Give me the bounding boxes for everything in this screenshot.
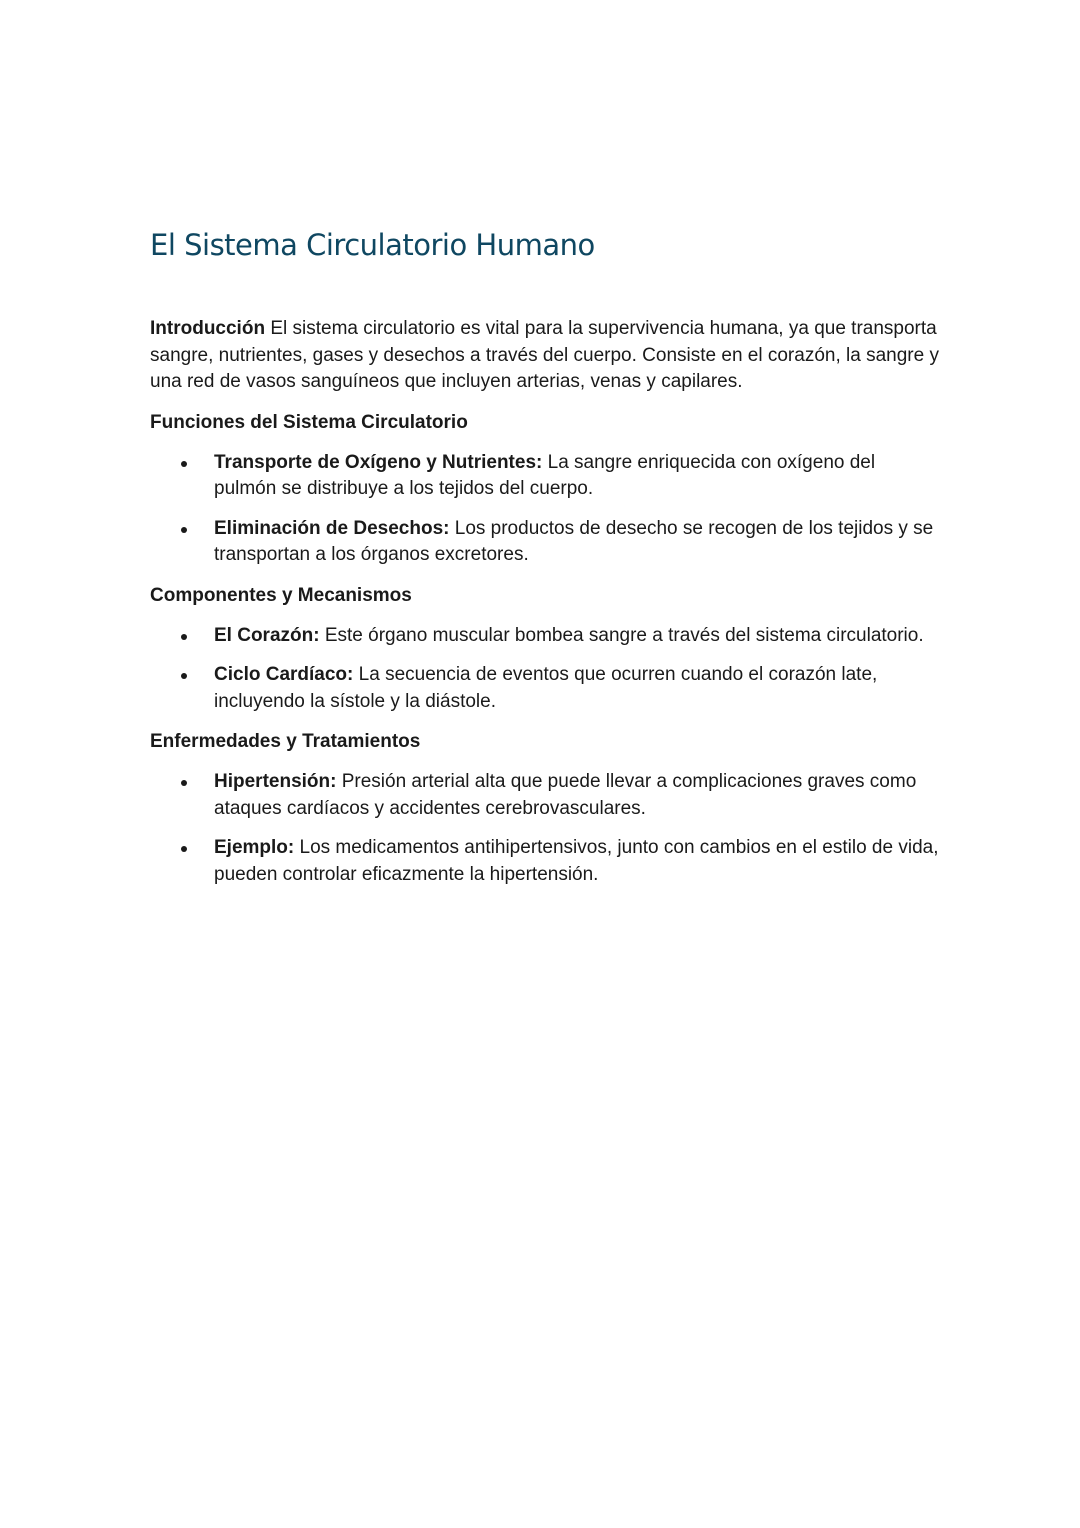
list-item-text: La secuencia de eventos que ocurren cuando el corazón late, incluyendo la sístole y la diástole. (214, 664, 878, 712)
document-title: El Sistema Circulatorio Humano (150, 228, 595, 262)
list-item (150, 835, 940, 888)
bullet-icon (181, 846, 187, 852)
document-page (150, 226, 940, 888)
section-heading-componentes: Componentes y Mecanismos (150, 584, 412, 606)
list-item (150, 769, 940, 822)
list-item-term: Ciclo Cardíaco: (214, 664, 354, 685)
section-list-funciones (150, 450, 940, 569)
list-item (150, 623, 940, 650)
list-item (150, 516, 940, 569)
section-list-componentes (150, 623, 940, 716)
list-item-text: Este órgano muscular bombea sangre a través del sistema circulatorio. (319, 624, 924, 646)
bullet-icon (181, 673, 187, 679)
list-item-term: Eliminación de Desechos: (214, 517, 450, 539)
intro-paragraph (150, 316, 940, 396)
list-item-term: Transporte de Oxígeno y Nutrientes: (214, 451, 543, 473)
bullet-icon (181, 461, 187, 467)
intro-text: El sistema circulatorio es vital para la supervivencia humana, ya que transporta sangre, nutrientes, gases y desechos a través del cuerpo. Consiste en el corazón, la sangre y una red de vasos sanguíneos que incluyen arterias, venas y capilares. (150, 318, 939, 392)
list-item-term: Ejemplo: (214, 837, 295, 858)
list-item-text: La sangre enriquecida con oxígeno del pulmón se distribuye a los tejidos del cuerpo. (214, 451, 876, 499)
bullet-icon (181, 780, 187, 786)
section-list-enfermedades (150, 769, 940, 888)
section-heading-funciones: Funciones del Sistema Circulatorio (150, 411, 468, 433)
list-item-term: El Corazón: (214, 624, 320, 646)
intro-label: Introducción (150, 318, 266, 339)
list-item (150, 662, 940, 715)
list-item (150, 450, 940, 503)
bullet-icon (181, 527, 187, 533)
list-item-text: Presión arterial alta que puede llevar a complicaciones graves como ataques cardíacos y accidentes cerebrovasculares. (214, 771, 917, 819)
section-heading-enfermedades: Enfermedades y Tratamientos (150, 731, 421, 752)
list-item-term: Hipertensión: (214, 771, 337, 792)
list-item-text: Los medicamentos antihipertensivos, junto con cambios en el estilo de vida, pueden controlar eficazmente la hipertensión. (214, 837, 939, 885)
bullet-icon (181, 634, 187, 640)
list-item-text: Los productos de desecho se recogen de los tejidos y se transportan a los órganos excretores. (214, 517, 934, 565)
